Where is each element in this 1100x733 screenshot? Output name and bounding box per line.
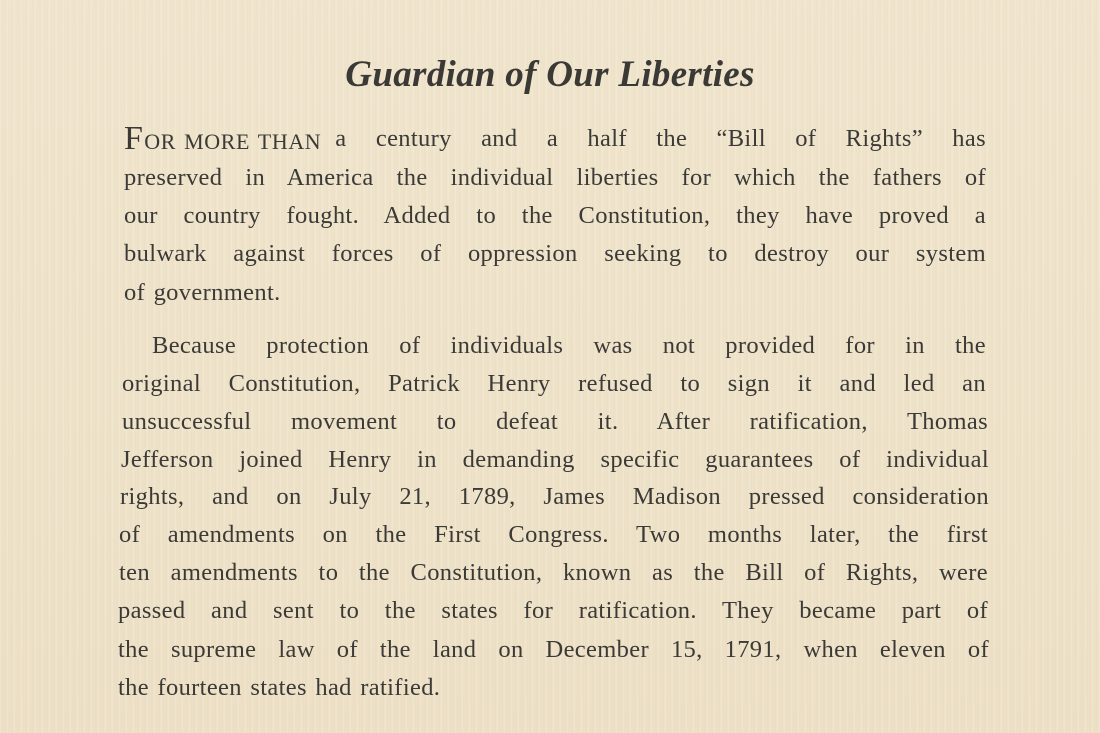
paragraph-2-line-9: the supreme law of the land on December 15, 1791, when eleven of (118, 636, 989, 663)
paragraph-2-line-3: unsuccessful movement to defeat it. After ratification, Thomas (122, 408, 988, 435)
document-title: Guardian of Our Liberties (345, 53, 755, 95)
paragraph-1-line-3: our country fought. Added to the Constitution, they have proved a (124, 202, 986, 229)
paragraph-1-line-2: preserved in America the individual liberties for which the fathers of (124, 164, 986, 191)
lead-in (124, 120, 322, 157)
drop-cap: F (124, 120, 144, 157)
paragraph-2-line-2: original Constitution, Patrick Henry refused to sign it and led an (122, 370, 986, 397)
paragraph-1-line-1 (124, 120, 986, 157)
paragraph-2-line-6: of amendments on the First Congress. Two months later, the first (119, 521, 988, 548)
paragraph-1-line-4: bulwark against forces of oppression seeking to destroy our system (124, 240, 986, 267)
paragraph-2-line-10: the fourteen states had ratified. (118, 674, 441, 701)
paragraph-2-line-8: passed and sent to the states for ratification. They became part of (118, 597, 988, 624)
line-content (124, 120, 986, 157)
paragraph-2-line-4: Jefferson joined Henry in demanding specific guarantees of individual (121, 446, 989, 473)
paragraph-1-line-5: of government. (124, 279, 281, 306)
paragraph-2-line-1: Because protection of individuals was not provided for in the (152, 332, 986, 359)
line-text: a century and a half the “Bill of Rights” has (335, 125, 986, 152)
paragraph-2-line-5: rights, and on July 21, 1789, James Madison pressed consideration (120, 483, 989, 510)
small-caps-lead: OR MORE THAN (144, 129, 322, 154)
paragraph-2-line-7: ten amendments to the Constitution, known as the Bill of Rights, were (119, 559, 988, 586)
